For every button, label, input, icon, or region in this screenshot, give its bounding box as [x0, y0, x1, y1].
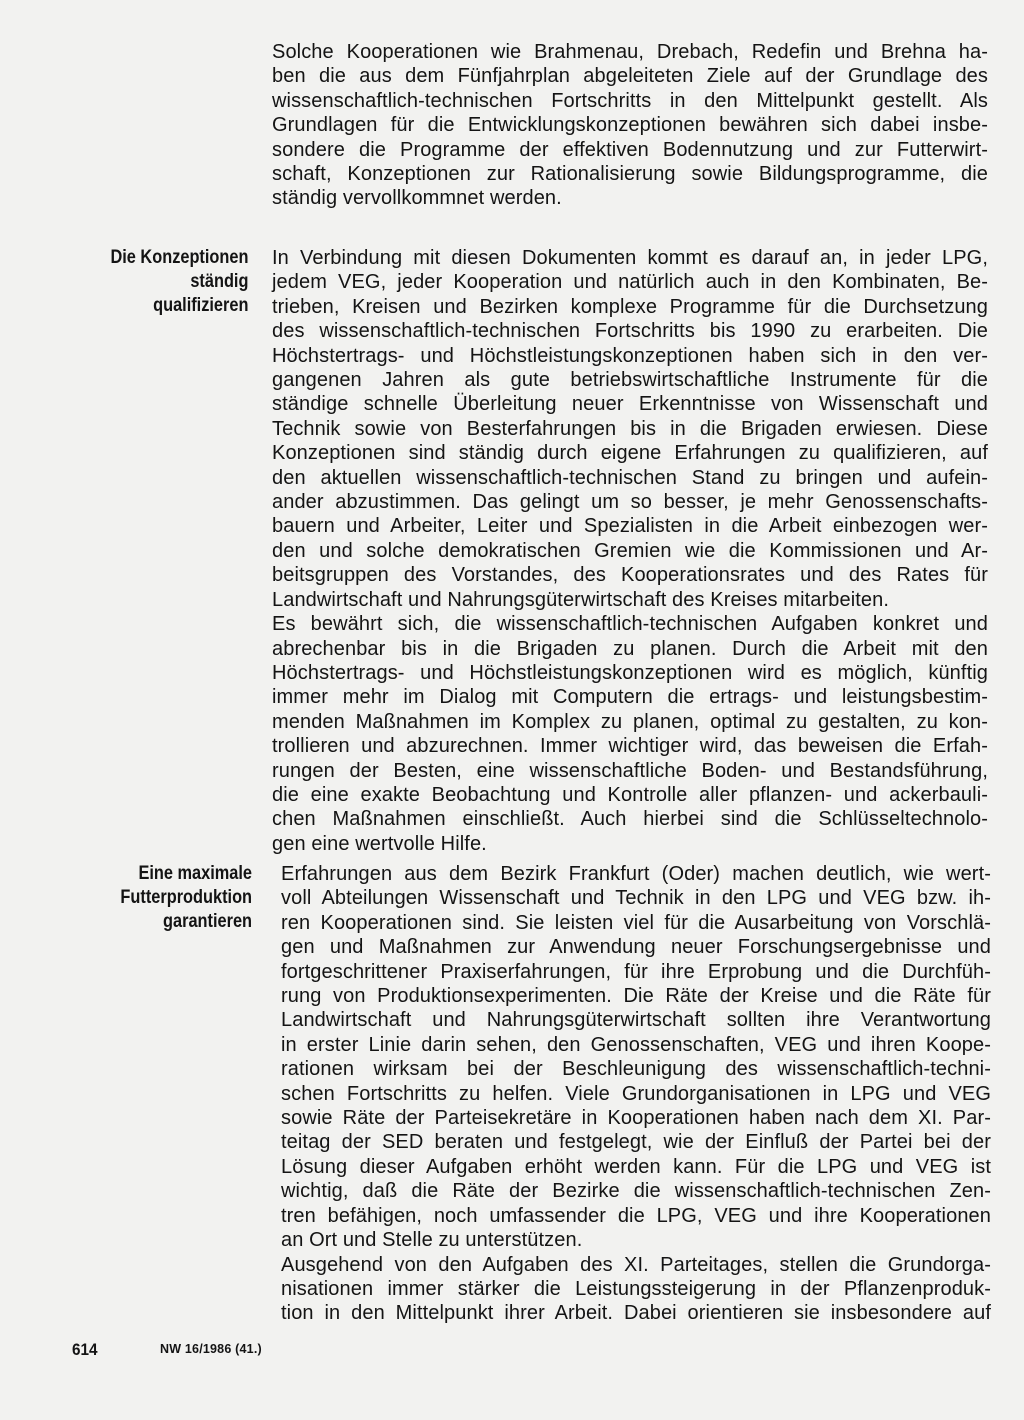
text-line: wichtig, daß die Räte der Bezirke die wissenschaftlich-technischen Zen- [281, 1180, 991, 1203]
text-line: ständig vervollkommnet werden. [272, 187, 562, 210]
text-line: gen eine wertvolle Hilfe. [272, 832, 487, 855]
text-line: die eine exakte Beobachtung und Kontrolle aller pflanzen- und ackerbauli- [272, 783, 988, 806]
text-line: sondere die Programme der effektiven Bodennutzung und zur Futterwirt- [272, 138, 988, 161]
text-line: tion in den Mittelpunkt ihrer Arbeit. Dabei orientieren sie insbesondere auf [281, 1302, 991, 1325]
text-line: abrechenbar bis in die Brigaden zu planen. Durch die Arbeit mit den [272, 637, 988, 660]
text-line: des wissenschaftlich-technischen Fortschritts bis 1990 zu erarbeiten. Die [272, 320, 988, 343]
heading-line: Eine maximale [138, 863, 252, 884]
text-line: trollieren und abzurechnen. Immer wichtiger wird, das beweisen die Erfah- [272, 735, 988, 758]
text-line: Technik sowie von Besterfahrungen bis in die Brigaden erwiesen. Diese [272, 417, 988, 440]
text-line: menden Maßnahmen im Komplex zu planen, optimal zu gestalten, zu kon- [272, 710, 988, 733]
text-line: ren Kooperationen sind. Sie leisten viel für die Ausarbeitung von Vorschlä- [281, 911, 991, 934]
text-line: chen Maßnahmen einschließt. Auch hierbei sind die Schlüsseltechnolo- [272, 808, 988, 831]
text-line: fortgeschrittener Praxiserfahrungen, für ihre Erprobung und die Durchfüh- [281, 960, 991, 983]
heading-line: Die Konzeptionen [110, 247, 248, 268]
text-line: jedem VEG, jeder Kooperation und natürlich auch in den Kombinaten, Be- [272, 271, 988, 294]
text-line: nisationen immer stärker die Leistungssteigerung in der Pflanzenproduk- [281, 1277, 991, 1300]
text-line: in erster Linie darin sehen, den Genossenschaften, VEG und ihren Koope- [281, 1033, 991, 1056]
text-line: voll Abteilungen Wissenschaft und Technik in den LPG und VEG bzw. ih- [281, 887, 991, 910]
text-line: rung von Produktionsexperimenten. Die Räte der Kreise und die Räte für [281, 985, 991, 1008]
text-line: Konzeptionen sind ständig durch eigene Erfahrungen zu qualifizieren, auf [272, 442, 988, 465]
text-line: beitsgruppen des Vorstandes, des Kooperationsrates und des Rates für [272, 564, 988, 587]
marginal-heading-futterproduktion [120, 862, 252, 934]
section-futterproduktion-body [281, 862, 991, 1326]
text-line: Höchstertrags- und Höchstleistungskonzeptionen haben sich in den ver- [272, 344, 988, 367]
marginal-heading-konzeptionen [110, 246, 248, 318]
text-line: schen Fortschritts zu helfen. Viele Grundorganisationen in LPG und VEG [281, 1082, 991, 1105]
text-line: Grundlagen für die Entwicklungskonzeptionen bewähren sich dabei insbe- [272, 114, 988, 137]
text-line: bauern und Arbeiter, Leiter und Spezialisten in die Arbeit einbezogen wer- [272, 515, 988, 538]
text-line: rationen wirksam bei der Beschleunigung des wissenschaftlich-techni- [281, 1058, 991, 1081]
text-line: trieben, Kreisen und Bezirken komplexe Programme für die Durchsetzung [272, 295, 988, 318]
text-line: Landwirtschaft und Nahrungsgüterwirtschaft des Kreises mitarbeiten. [272, 588, 890, 611]
page-number: 614 [72, 1340, 98, 1359]
text-line: schaft, Konzeptionen zur Rationalisierung sowie Bildungsprogramme, die [272, 163, 988, 186]
text-line: den und solche demokratischen Gremien wie die Kommissionen und Ar- [272, 539, 988, 562]
text-line: In Verbindung mit diesen Dokumenten kommt es darauf an, in jeder LPG, [272, 247, 988, 269]
heading-line: qualifizieren [152, 295, 248, 316]
publication-source: NW 16/1986 (41.) [160, 1342, 262, 1356]
heading-line: Futterproduktion [120, 887, 252, 908]
text-line: tren befähigen, noch umfassender die LPG, VEG und ihre Kooperationen [281, 1204, 991, 1227]
intro-paragraph [272, 40, 988, 211]
text-line: wissenschaftlich-technischen Fortschritts in den Mittelpunkt gestellt. Als [272, 89, 988, 112]
text-line: rungen der Besten, eine wissenschaftliche Boden- und Bestandsführung, [272, 759, 988, 782]
text-line: ander abzustimmen. Das gelingt um so besser, je mehr Genossenschafts- [272, 491, 988, 514]
heading-line: ständig [189, 271, 248, 292]
text-line: an Ort und Stelle zu unterstützen. [281, 1229, 583, 1252]
text-line: gangenen Jahren als gute betriebswirtschaftliche Instrumente für die [272, 369, 988, 392]
text-line: Erfahrungen aus dem Bezirk Frankfurt (Oder) machen deutlich, wie wert- [281, 863, 991, 885]
text-line: Ausgehend von den Aufgaben des XI. Parteitages, stellen die Grundorga- [281, 1253, 991, 1276]
text-line: teitag der SED beraten und festgelegt, wie der Einfluß der Partei bei der [281, 1131, 991, 1154]
section-konzeptionen-body [272, 246, 988, 856]
text-line: Solche Kooperationen wie Brahmenau, Drebach, Redefin und Brehna ha- [272, 41, 988, 63]
text-line: Höchstertrags- und Höchstleistungskonzeptionen wird es möglich, künftig [272, 661, 988, 684]
text-line: Lösung dieser Aufgaben erhöht werden kann. Für die LPG und VEG ist [281, 1155, 991, 1178]
text-line: Landwirtschaft und Nahrungsgüterwirtschaft sollten ihre Verantwortung [281, 1009, 991, 1032]
heading-line: garantieren [163, 911, 252, 932]
text-line: ben die aus dem Fünfjahrplan abgeleiteten Ziele auf der Grundlage des [272, 65, 988, 88]
text-line: gen und Maßnahmen zur Anwendung neuer Forschungsergebnisse und [281, 936, 991, 959]
text-line: ständige schnelle Überleitung neuer Erkenntnisse von Wissenschaft und [272, 393, 988, 416]
text-line: den aktuellen wissenschaftlich-technischen Stand zu bringen und aufein- [272, 466, 988, 489]
text-line: sowie Räte der Parteisekretäre in Kooperationen haben nach dem XI. Par- [281, 1107, 991, 1130]
text-line: Es bewährt sich, die wissenschaftlich-technischen Aufgaben konkret und [272, 613, 988, 636]
text-line: immer mehr im Dialog mit Computern die ertrags- und leistungsbestim- [272, 686, 988, 709]
